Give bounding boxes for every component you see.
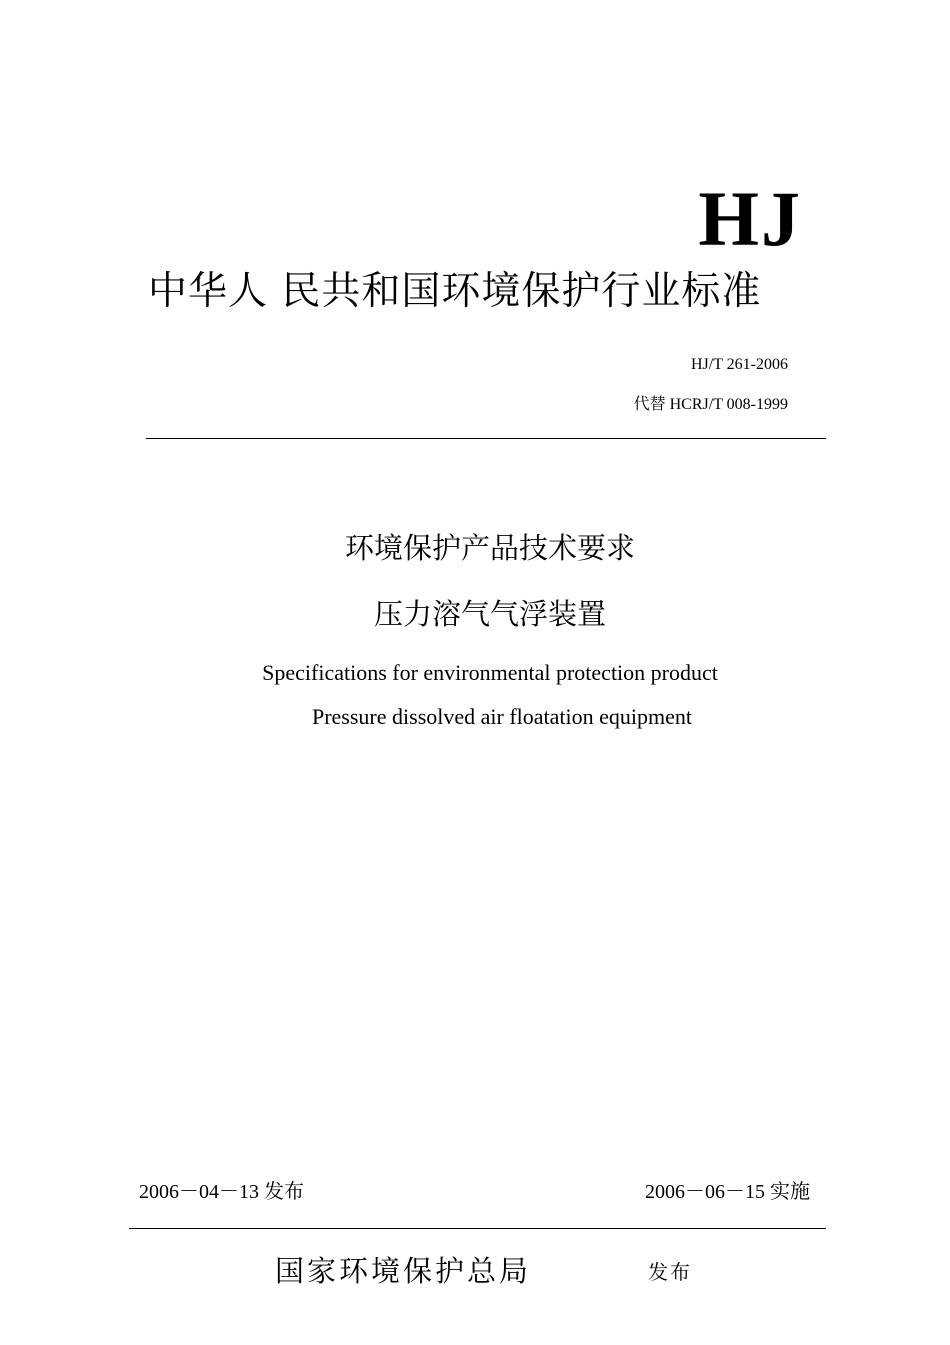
implementation-date: 2006－06－15 实施 <box>645 1181 810 1203</box>
hj-logo: HJ <box>698 175 802 262</box>
publisher-name: 国家环境保护总局 <box>275 1254 532 1288</box>
replaces-standard: 代替 HCRJ/T 008-1999 <box>633 396 788 413</box>
bottom-divider <box>129 1228 826 1229</box>
standard-code: HJ/T 261-2006 <box>690 356 788 373</box>
publish-label: 发布 <box>648 1260 692 1284</box>
english-title-line-1: Specifications for environmental protection product <box>262 660 718 685</box>
english-title-line-2: Pressure dissolved air floatation equipment <box>311 704 693 729</box>
issue-date: 2006－04－13 发布 <box>139 1181 304 1203</box>
chinese-title-line-2: 压力溶气气浮装置 <box>373 597 606 631</box>
top-divider <box>146 438 826 439</box>
standard-category-title: 中华人 民共和国环境保护行业标准 <box>148 269 762 314</box>
chinese-title-line-1: 环境保护产品技术要求 <box>344 531 635 565</box>
